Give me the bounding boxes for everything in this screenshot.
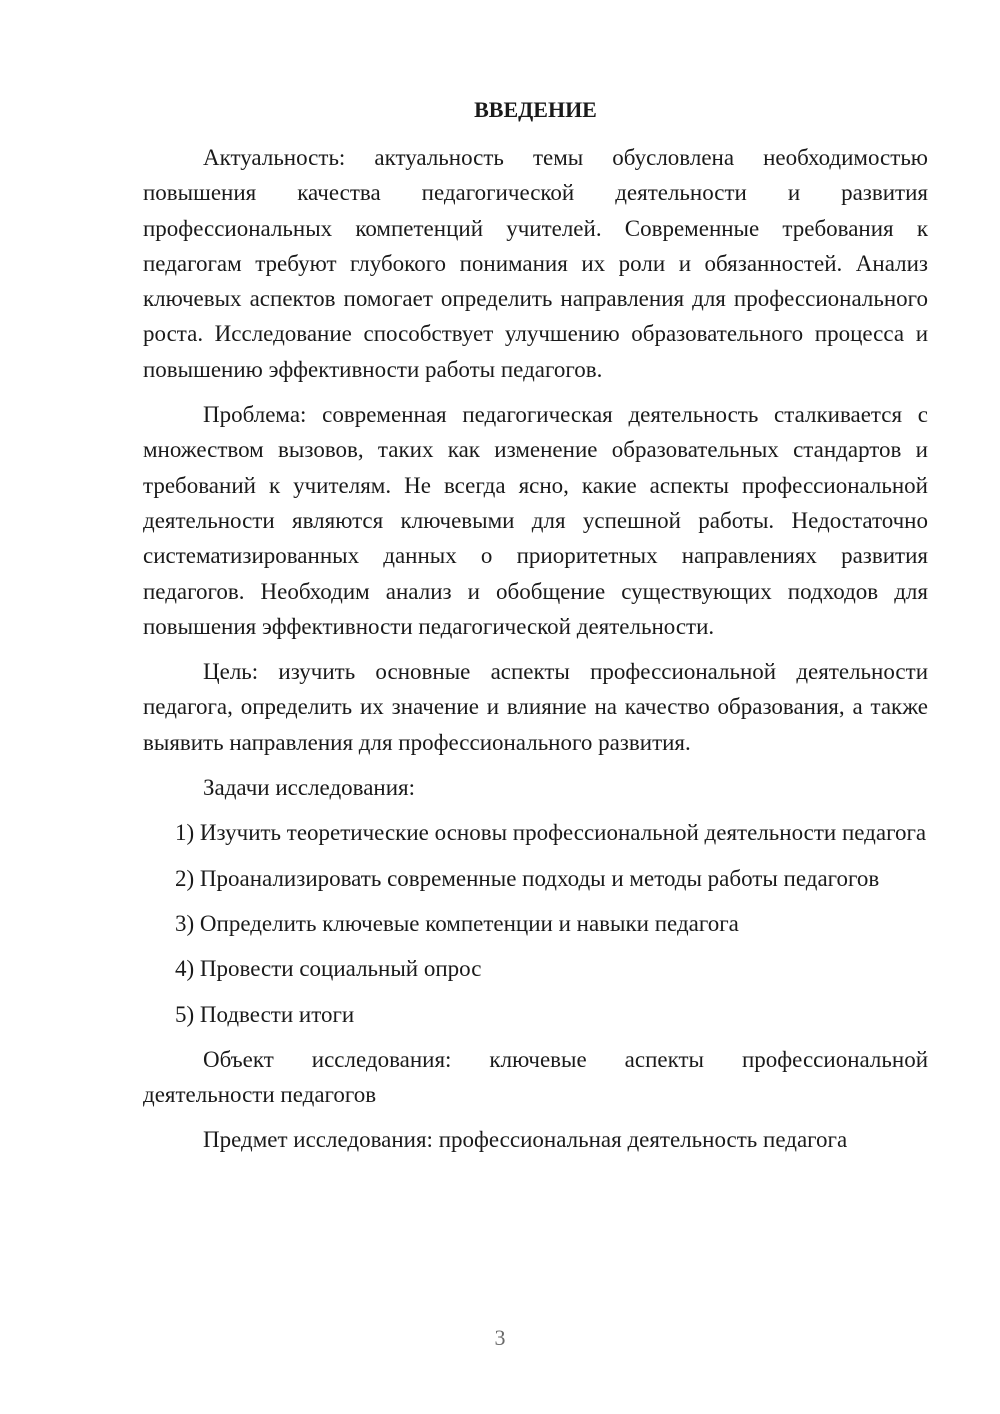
paragraph-object: Объект исследования: ключевые аспекты профессиональной деятельности педагогов [143, 1046, 928, 1108]
tasks-heading: Задачи исследования: [203, 775, 416, 801]
paragraph-relevance: Актуальность: актуальность темы обусловлена необходимостью повышения качества педагогической деятельности и развития профессиональных компетенций учителей. Современные требования к педагогам требуют глубокого понимания их роли и обязанностей. Анализ ключевых аспектов помогает определить направления для профессионального роста. Исследование способствует улучшению образовательного процесса и повышению эффективности работы педагогов. [143, 145, 928, 382]
paragraph-goal: Цель: изучить основные аспекты профессиональной деятельности педагога, определить их значение и влияние на качество образования, а также выявить направления для профессионального развития. [143, 659, 928, 755]
list-item: 2) Проанализировать современные подходы и методы работы педагогов [175, 865, 880, 891]
document-body [143, 92, 928, 1158]
list-item: 1) Изучить теоретические основы профессиональной деятельности педагога [175, 820, 927, 846]
paragraph-problem: Проблема: современная педагогическая деятельность сталкивается с множеством вызовов, таких как изменение образовательных стандартов и требований к учителям. Не всегда ясно, какие аспекты профессиональной деятельности являются ключевыми для успешной работы. Недостаточно систематизированных данных о приоритетных направлениях развития педагогов. Необходим анализ и обобщение существующих подходов для повышения эффективности педагогической деятельности. [143, 402, 928, 639]
paragraph-subject: Предмет исследования: профессиональная деятельность педагога [203, 1127, 848, 1153]
list-item: 4) Провести социальный опрос [175, 956, 482, 982]
tasks-list [143, 815, 928, 1031]
page-number: 3 [494, 1325, 506, 1350]
list-item: 5) Подвести итоги [175, 1001, 355, 1027]
section-title: ВВЕДЕНИЕ [474, 97, 597, 122]
list-item: 3) Определить ключевые компетенции и навыки педагога [175, 910, 739, 936]
